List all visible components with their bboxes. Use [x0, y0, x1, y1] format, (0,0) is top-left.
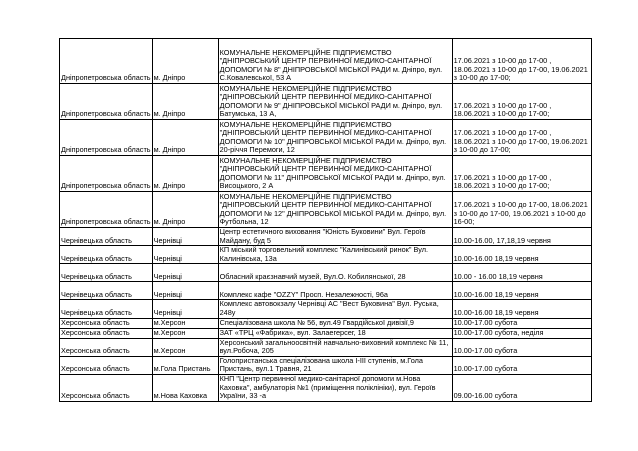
location-cell: Спеціалізована школа № 56, вул.49 Гвардійської дивізії,9: [218, 318, 452, 328]
location-cell: Обласний краєзнавчий музей, Вул.О. Кобилянської, 28: [218, 264, 452, 282]
schedule-cell: 10.00-16.00 18,19 червня: [452, 246, 591, 264]
city-cell: м. Дніпро: [152, 120, 218, 156]
region-cell: Чернівецька область: [60, 264, 153, 282]
location-cell: Комплекс автовокзалу Чернівці АС "Вест Буковина" Вул. Руська, 248у: [218, 300, 452, 318]
region-cell: Чернівецька область: [60, 246, 153, 264]
location-cell: КНП "Центр первинної медико-санітарної допомоги м.Нова Каховка", амбулаторія №1 (приміщення поліклініки), вул. Героїв України, 33 -а: [218, 374, 452, 401]
table-row: [60, 374, 592, 401]
city-cell: Чернівці: [152, 282, 218, 300]
region-cell: Дніпропетровська область: [60, 120, 153, 156]
city-cell: м. Дніпро: [152, 192, 218, 228]
location-cell: КОМУНАЛЬНЕ НЕКОМЕРЦІЙНЕ ПІДПРИЄМСТВО "ДНІПРОВСЬКИЙ ЦЕНТР ПЕРВИННОЇ МЕДИКО-САНІТАРНОЇ ДОПОМОГИ № 11" ДНІПРОВСЬКОЇ МІСЬКОЇ РАДИ м. Дніпро, вул. Висоцького, 2 А: [218, 156, 452, 192]
city-cell: м.Херсон: [152, 338, 218, 356]
region-cell: Херсонська область: [60, 328, 153, 338]
location-cell: КП міський торговельний комплекс "Калинівський ринок" Вул. Калинівська, 13а: [218, 246, 452, 264]
location-cell: Херсонський загальноосвітній навчально-виховний комплекс № 11, вул.Робоча, 205: [218, 338, 452, 356]
table-row: [60, 282, 592, 300]
schedule-cell: 10.00-17.00 субота, неділя: [452, 328, 591, 338]
region-cell: Дніпропетровська область: [60, 84, 153, 120]
city-cell: м.Херсон: [152, 318, 218, 328]
schedule-cell: 17.06.2021 з 10-00 до 17-00, 18.06.2021 з 10-00 до 17-00, 19.06.2021 з 10-00 до 16-00;: [452, 192, 591, 228]
region-cell: Херсонська область: [60, 338, 153, 356]
table-row: [60, 338, 592, 356]
table-row: [60, 228, 592, 246]
region-cell: Дніпропетровська область: [60, 39, 153, 84]
table-row: [60, 264, 592, 282]
schedule-cell: 17.06.2021 з 10-00 до 17-00 , 18.06.2021 з 10-00 до 17-00;: [452, 84, 591, 120]
schedule-cell: 10.00-17.00 субота: [452, 318, 591, 328]
region-cell: Чернівецька область: [60, 228, 153, 246]
region-cell: Херсонська область: [60, 374, 153, 401]
city-cell: м.Нова Каховка: [152, 374, 218, 401]
region-cell: Дніпропетровська область: [60, 192, 153, 228]
table-row: [60, 328, 592, 338]
city-cell: Чернівці: [152, 300, 218, 318]
table-row: [60, 156, 592, 192]
table-row: [60, 192, 592, 228]
table-row: [60, 84, 592, 120]
schedule-cell: 09.00-16.00 субота: [452, 374, 591, 401]
schedule-cell: 17.06.2021 з 10-00 до 17-00 , 18.06.2021 з 10-00 до 17-00;: [452, 156, 591, 192]
table-row: [60, 120, 592, 156]
table-row: [60, 300, 592, 318]
schedule-cell: 17.06.2021 з 10-00 до 17-00 , 18.06.2021 з 10-00 до 17-00, 19.06.2021 з 10-00 до 17-00;: [452, 39, 591, 84]
location-cell: КОМУНАЛЬНЕ НЕКОМЕРЦІЙНЕ ПІДПРИЄМСТВО "ДНІПРОВСЬКИЙ ЦЕНТР ПЕРВИННОЇ МЕДИКО-САНІТАРНОЇ ДОПОМОГИ № 8" ДНІПРОВСЬКОЇ МІСЬКОЇ РАДИ м. Дніпро, вул. С.Ковалевської, 53 А: [218, 39, 452, 84]
location-cell: ЗАТ «ТРЦ «Фабрика», вул. Залаегерсег, 18: [218, 328, 452, 338]
city-cell: м. Дніпро: [152, 39, 218, 84]
schedule-cell: 10.00-16.00 18,19 червня: [452, 282, 591, 300]
region-cell: Чернівецька область: [60, 282, 153, 300]
location-cell: КОМУНАЛЬНЕ НЕКОМЕРЦІЙНЕ ПІДПРИЄМСТВО "ДНІПРОВСЬКИЙ ЦЕНТР ПЕРВИННОЇ МЕДИКО-САНІТАРНОЇ ДОПОМОГИ № 10" ДНІПРОВСЬКОЇ МІСЬКОЇ РАДИ м. Дніпро, вул. 20-річчя Перемоги, 12: [218, 120, 452, 156]
location-cell: КОМУНАЛЬНЕ НЕКОМЕРЦІЙНЕ ПІДПРИЄМСТВО "ДНІПРОВСЬКИЙ ЦЕНТР ПЕРВИННОЇ МЕДИКО-САНІТАРНОЇ ДОПОМОГИ № 9" ДНІПРОВСЬКОЇ МІСЬКОЇ РАДИ м. Дніпро, вул. Батумська, 13 А,: [218, 84, 452, 120]
city-cell: м. Дніпро: [152, 84, 218, 120]
schedule-cell: 10.00-17.00 субота: [452, 356, 591, 374]
region-cell: Дніпропетровська область: [60, 156, 153, 192]
schedule-cell: 17.06.2021 з 10-00 до 17-00 , 18.06.2021 з 10-00 до 17-00, 19.06.2021 з 10-00 до 17-00;: [452, 120, 591, 156]
location-cell: Центр естетичного виховання "Юність Буковини" Вул. Героїв Майдану, буд 5: [218, 228, 452, 246]
schedule-cell: 10.00-16.00, 17,18,19 червня: [452, 228, 591, 246]
city-cell: Чернівці: [152, 264, 218, 282]
table-row: [60, 246, 592, 264]
table-row: [60, 318, 592, 328]
city-cell: м. Дніпро: [152, 156, 218, 192]
vaccination-points-table: [59, 38, 592, 402]
region-cell: Херсонська область: [60, 356, 153, 374]
table-row: [60, 356, 592, 374]
schedule-cell: 10.00-16.00 18,19 червня: [452, 300, 591, 318]
location-cell: КОМУНАЛЬНЕ НЕКОМЕРЦІЙНЕ ПІДПРИЄМСТВО "ДНІПРОВСЬКИЙ ЦЕНТР ПЕРВИННОЇ МЕДИКО-САНІТАРНОЇ ДОПОМОГИ № 12" ДНІПРОВСЬКОЇ МІСЬКОЇ РАДИ м. Дніпро, вул. Футбольна, 12: [218, 192, 452, 228]
city-cell: м.Гола Пристань: [152, 356, 218, 374]
location-cell: Голопристанська спеціалізована школа І-ІІІ ступенів, м.Гола Пристань, вул.1 Травня, 21: [218, 356, 452, 374]
city-cell: м.Херсон: [152, 328, 218, 338]
table-body: [60, 39, 592, 402]
location-cell: Комплекс кафе "OZZY" Просп. Незалежності, 96а: [218, 282, 452, 300]
schedule-cell: 10.00-17.00 субота: [452, 338, 591, 356]
city-cell: Чернівці: [152, 246, 218, 264]
region-cell: Херсонська область: [60, 318, 153, 328]
schedule-cell: 10.00 - 16.00 18,19 червня: [452, 264, 591, 282]
city-cell: Чернівці: [152, 228, 218, 246]
region-cell: Чернівецька область: [60, 300, 153, 318]
table-row: [60, 39, 592, 84]
